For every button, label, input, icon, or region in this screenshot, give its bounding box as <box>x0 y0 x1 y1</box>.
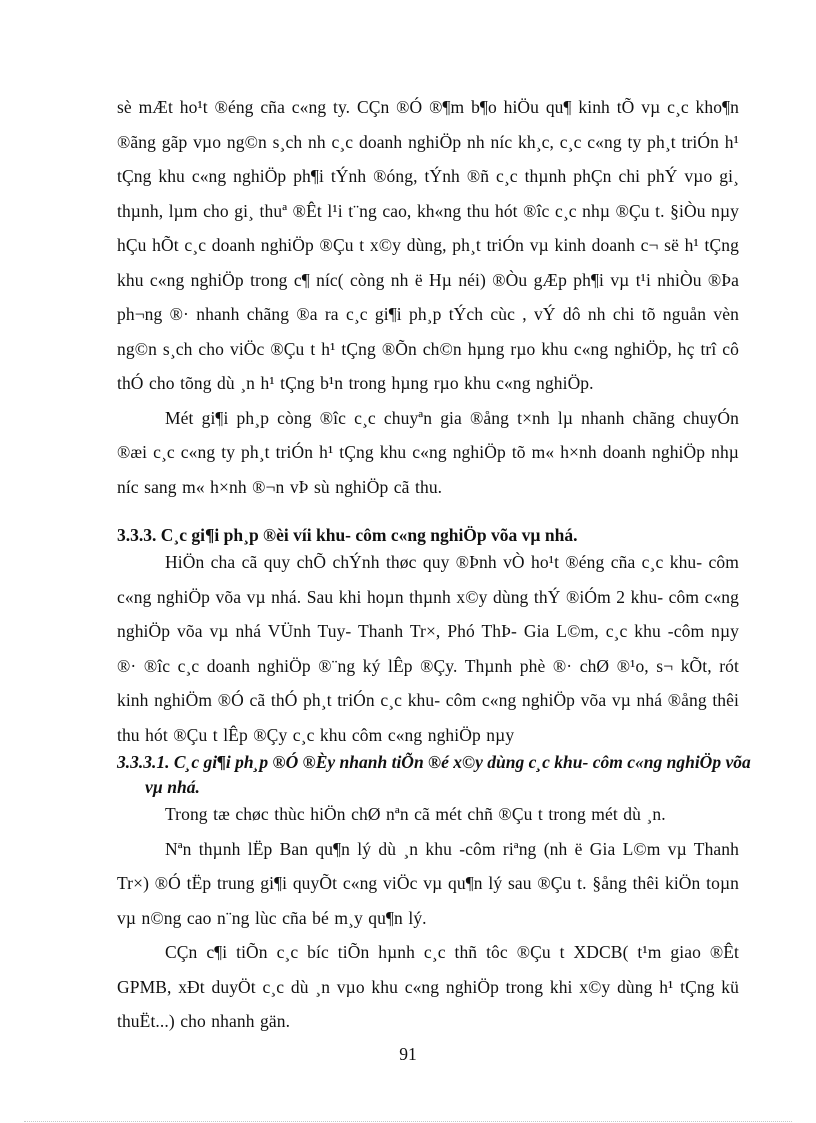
paragraph-3: HiÖn cha cã quy chÕ chÝnh thøc quy ®Þnh vÒ ho¹t ®éng cña c¸c khu- côm c«ng nghiÖp võa vµ nhá. Sau khi hoµn thµnh x©y dùng thÝ ®iÓm 2 khu- côm c«ng nghiÖp võa vµ nhá VÜnh Tuy- Thanh Tr×, Phó ThÞ- Gia L©m, c¸c khu -côm nµy ®· ®îc c¸c doanh nghiÖp ®¨ng ký lÊp ®Çy. Thµnh phè ®· chØ ®¹o, s¬ kÕt, rót kinh nghiÖm ®Ó cã thÓ ph¸t triÓn c¸c khu- côm c«ng nghiÖp võa vµ nhá ®ång thêi thu hót ®Çu t lÊp ®Çy c¸c khu côm c«ng nghiÖp nµy <box>117 552 739 745</box>
section-heading-3-3-3: 3.3.3. C¸c gi¶i ph¸p ®èi víi khu- côm c«ng nghiÖp võa vµ nhá. <box>117 525 578 545</box>
section-heading-3-3-3-1: 3.3.3.1. C¸c gi¶i ph¸p ®Ó ®Èy nhanh tiÕn ®é x©y dùng c¸c khu- côm c«ng nghiÖp võa vµ nhá. <box>117 752 751 797</box>
paragraph-2: Mét gi¶i ph¸p còng ®îc c¸c chuyªn gia ®ång t×nh lµ nhanh chãng chuyÓn ®æi c¸c c«ng ty ph¸t triÓn h¹ tÇng khu c«ng nghiÖp tõ m« h×nh doanh nghiÖp nhµ níc sang m« h×nh ®¬n vÞ sù nghiÖp cã thu. <box>117 407 739 497</box>
paragraph-1: sè mÆt ho¹t ®éng cña c«ng ty. CÇn ®Ó ®¶m b¶o hiÖu qu¶ kinh tÕ vµ c¸c kho¶n ®ãng gãp vµo ng©n s¸ch nh c¸c doanh nghiÖp nh níc kh¸c, c¸c c«ng ty ph¸t triÓn h¹ tÇng khu c«ng nghiÖp ph¶i tÝnh ®óng, tÝnh ®ñ c¸c thµnh phÇn chi phÝ vµo gi¸ thµnh, lµm cho gi¸ thuª ®Êt l¹i t¨ng cao, kh«ng thu hót ®îc c¸c nhµ ®Çu t. §iÒu nµy hÇu hÕt c¸c doanh nghiÖp ®Çu t x©y dùng, ph¸t triÓn vµ kinh doanh c¬ së h¹ tÇng khu c«ng nghiÖp trong c¶ níc( còng nh ë Hµ néi) ®Òu gÆp ph¶i vµ t¹i nhiÒu ®Þa ph¬ng ®· nhanh chãng ®a ra c¸c gi¶i ph¸p tÝch cùc , vÝ dô nh chi tõ nguån vèn ng©n s¸ch cho viÖc ®Çu t h¹ tÇng ®Õn ch©n hµng rµo khu c«ng nghiÖp, hç trî cô thÓ cho tõng dù ¸n h¹ tÇng b¹n trong hµng rµo khu c«ng nghiÖp. <box>117 97 739 393</box>
body-section-middle <box>117 545 739 752</box>
body-section-bottom <box>117 797 739 1039</box>
paragraph-6: CÇn c¶i tiÕn c¸c bíc tiÕn hµnh c¸c thñ tôc ®Çu t XDCB( t¹m giao ®Êt GPMB, xÐt duyÖt c¸c dù ¸n vµo khu c«ng nghiÖp trong khi x©y dùng h¹ tÇng kü thuËt...) cho nhanh gän. <box>117 942 739 1031</box>
paragraph-5: Nªn thµnh lËp Ban qu¶n lý dù ¸n khu -côm riªng (nh ë Gia L©m vµ Thanh Tr×) ®Ó tËp trung gi¶i quyÕt c«ng viÖc vµ qu¶n lý sau ®Çu t. §ång thêi kiÖn toµn vµ n©ng cao n¨ng lùc cña bé m¸y qu¶n lý. <box>117 838 739 928</box>
paragraph-4: Trong tæ chøc thùc hiÖn chØ nªn cã mét chñ ®Çu t trong mét dù ¸n. <box>165 804 666 824</box>
body-section-top <box>117 90 739 504</box>
page-bottom-divider <box>24 1121 792 1122</box>
page-number: 91 <box>399 1044 417 1064</box>
